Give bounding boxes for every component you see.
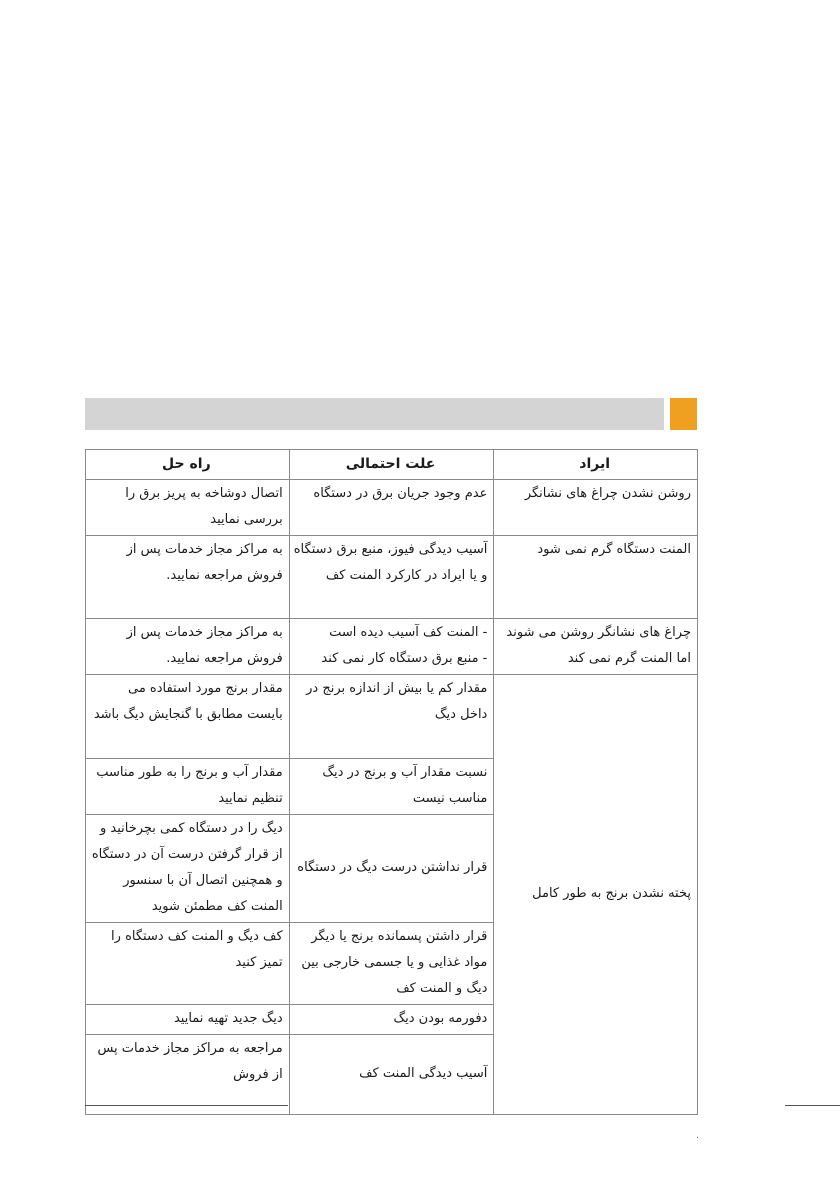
solution-cell: به مراکز مجاز خدمات پس از فروش مراجعه نمایید. (86, 619, 290, 675)
section-accent-block (670, 398, 697, 430)
cause-cell (289, 619, 494, 675)
troubleshooting-table (85, 449, 698, 1115)
solution-cell: کف دیگ و المنت کف دستگاه را تمیز کنید (86, 923, 290, 1005)
section-header-bar (85, 398, 664, 430)
header-solution: راه حل (86, 450, 290, 480)
solution-cell: دیگ را در دستگاه کمی بچرخانید و از قرار گرفتن درست آن در دستگاه و همچنین اتصال آن با سنسور المنت کف مطمئن شوید (86, 815, 290, 923)
table-row (86, 619, 698, 675)
cause-cell: عدم وجود جریان برق در دستگاه (289, 480, 494, 536)
issue-line: اما المنت گرم نمی کند (567, 651, 691, 666)
header-cause: علت احتمالی (289, 450, 494, 480)
issue-line: چراغ های نشانگر روشن می شوند (506, 625, 691, 640)
solution-cell: به مراکز مجاز خدمات پس از فروش مراجعه نمایید. (86, 536, 290, 619)
table-row (86, 675, 698, 759)
issue-cell-merged: پخته نشدن برنج به طور کامل (494, 675, 698, 1115)
cause-cell: دفورمه بودن دیگ (289, 1005, 494, 1035)
solution-cell: اتصال دوشاخه به پریز برق را بررسی نمایید (86, 480, 290, 536)
issue-cell (494, 619, 698, 675)
bottom-right-rule (785, 1105, 840, 1106)
solution-cell: مقدار برنج مورد استفاده می بایست مطابق با گنجایش دیگ باشد (86, 675, 290, 759)
solution-cell: دیگ جدید تهیه نمایید (86, 1005, 290, 1035)
issue-cell: المنت دستگاه گرم نمی شود (494, 536, 698, 619)
cause-cell: قرار داشتن پسمانده برنج یا دیگر مواد غذایی و یا جسمی خارجی بین دیگ و المنت کف (289, 923, 494, 1005)
cause-cell: نسبت مقدار آب و برنج در دیگ مناسب نیست (289, 759, 494, 815)
cause-line: - المنت کف آسیب دیده است (329, 625, 488, 640)
solution-cell: مراجعه به مراکز مجاز خدمات پس از فروش (86, 1035, 290, 1115)
cause-cell: آسیب دیدگی فیوز، منبع برق دستگاه و یا ایراد در کارکرد المنت کف (289, 536, 494, 619)
cause-cell: آسیب دیدگی المنت کف (289, 1035, 494, 1115)
page-marker: . (696, 1131, 699, 1141)
troubleshooting-table-container (85, 449, 698, 1115)
solution-cell: مقدار آب و برنج را به طور مناسب تنظیم نمایید (86, 759, 290, 815)
cause-line: - منبع برق دستگاه کار نمی کند (321, 651, 488, 666)
table-header-row (86, 450, 698, 480)
bottom-left-rule (85, 1105, 288, 1106)
table-row (86, 480, 698, 536)
issue-cell: روشن نشدن چراغ های نشانگر (494, 480, 698, 536)
cause-cell: مقدار کم یا بیش از اندازه برنج در داخل دیگ (289, 675, 494, 759)
cause-cell: قرار نداشتن درست دیگ در دستگاه (289, 815, 494, 923)
header-issue: ایراد (494, 450, 698, 480)
table-row (86, 536, 698, 619)
